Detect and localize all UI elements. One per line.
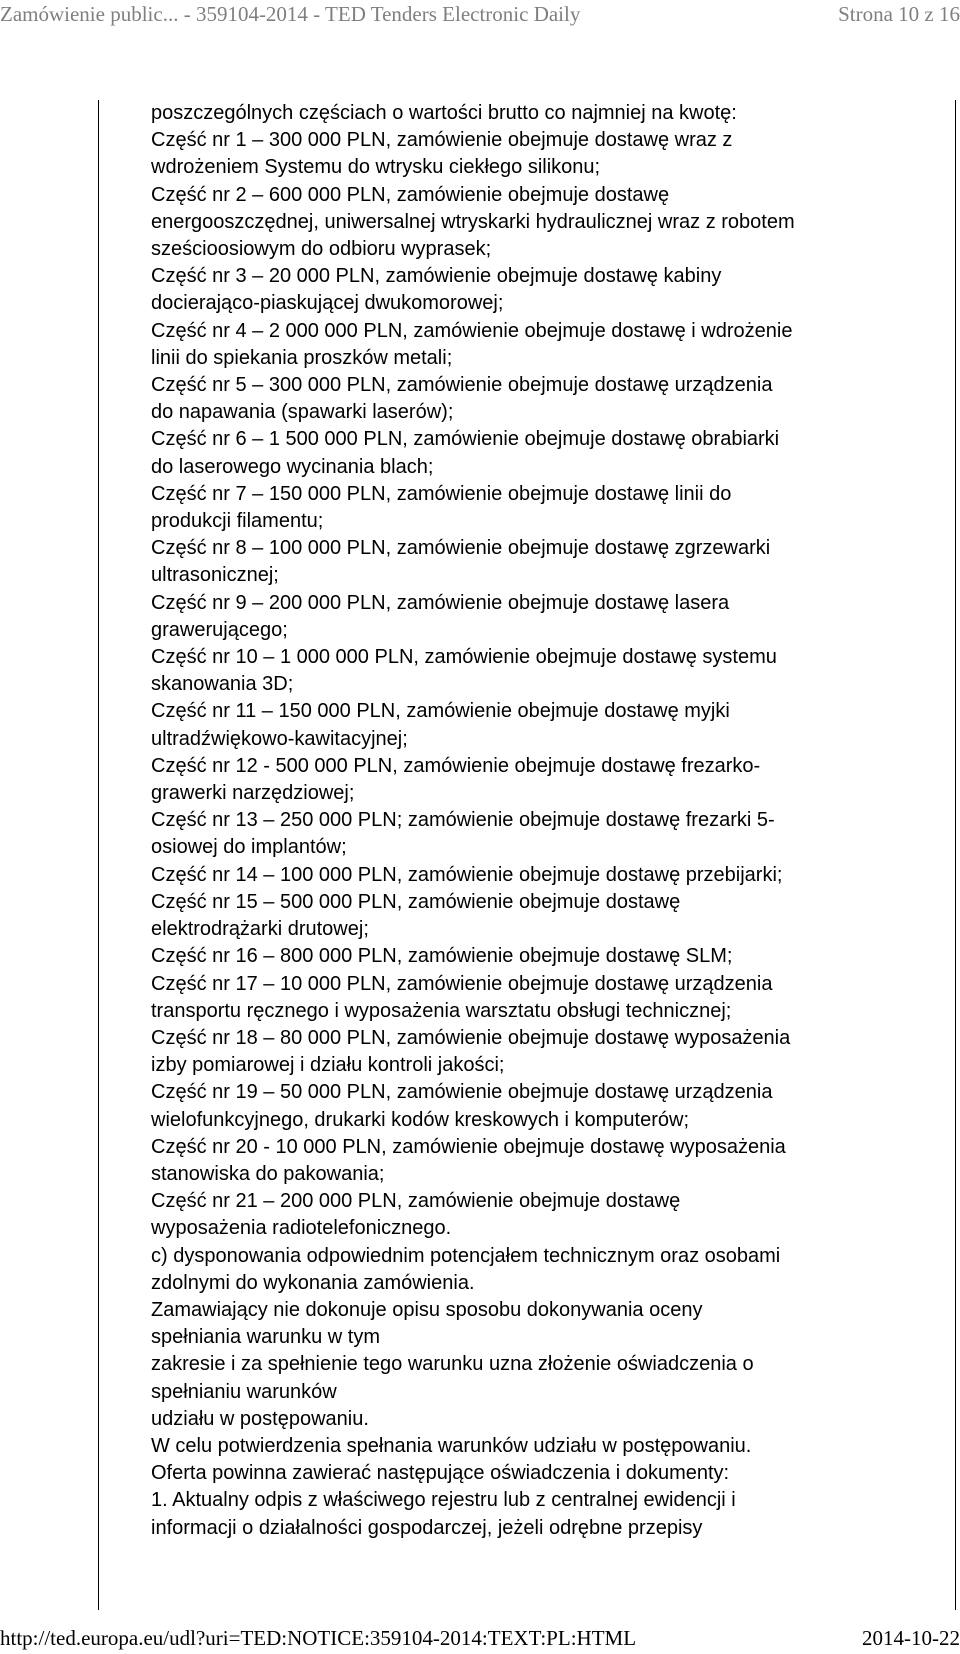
- print-date: 2014-10-22: [862, 1626, 960, 1650]
- body-line: transportu ręcznego i wyposażenia warsztatu obsługi technicznej;: [151, 999, 732, 1022]
- body-line: izby pomiarowej i działu kontroli jakości;: [151, 1054, 505, 1077]
- body-line: W celu potwierdzenia spełnania warunków udziału w postępowaniu.: [151, 1434, 752, 1457]
- body-line: Część nr 14 – 100 000 PLN, zamówienie obejmuje dostawę przebijarki;: [151, 863, 783, 886]
- body-line: energooszczędnej, uniwersalnej wtryskarki hydraulicznej wraz z robotem: [151, 210, 795, 233]
- body-line: spełniania warunku w tym: [151, 1326, 380, 1349]
- body-line: linii do spiekania proszków metali;: [151, 346, 453, 369]
- body-line: poszczególnych częściach o wartości brutto co najmniej na kwotę:: [151, 102, 737, 124]
- body-line: informacji o działalności gospodarczej, jeżeli odrębne przepisy: [151, 1516, 703, 1539]
- body-line: Część nr 20 - 10 000 PLN, zamówienie obejmuje dostawę wyposażenia: [151, 1135, 786, 1158]
- body-line: Część nr 18 – 80 000 PLN, zamówienie obejmuje dostawę wyposażenia: [151, 1026, 791, 1049]
- body-line: grawerki narzędziowej;: [151, 782, 355, 805]
- body-line: Część nr 15 – 500 000 PLN, zamówienie obejmuje dostawę: [151, 890, 681, 913]
- body-line: Część nr 10 – 1 000 000 PLN, zamówienie obejmuje dostawę systemu: [151, 646, 777, 669]
- body-line: spełnianiu warunków: [151, 1380, 337, 1403]
- body-line: Część nr 8 – 100 000 PLN, zamówienie obejmuje dostawę zgrzewarki: [151, 537, 771, 560]
- page-header: [0, 0, 960, 44]
- body-line: grawerującego;: [151, 618, 288, 641]
- body-line: Część nr 3 – 20 000 PLN, zamówienie obejmuje dostawę kabiny: [151, 265, 722, 288]
- page-footer: [0, 1626, 960, 1654]
- body-line: Część nr 4 – 2 000 000 PLN, zamówienie obejmuje dostawę i wdrożenie: [151, 319, 793, 342]
- body-line: Część nr 12 - 500 000 PLN, zamówienie obejmuje dostawę frezarko-: [151, 754, 761, 777]
- body-line: Część nr 16 – 800 000 PLN, zamówienie obejmuje dostawę SLM;: [151, 945, 733, 968]
- body-line: Część nr 9 – 200 000 PLN, zamówienie obejmuje dostawę lasera: [151, 591, 730, 614]
- notice-body: [151, 100, 941, 1542]
- body-line: docierająco-piaskującej dwukomorowej;: [151, 292, 504, 315]
- body-line: produkcji filamentu;: [151, 510, 324, 533]
- body-line: Część nr 19 – 50 000 PLN, zamówienie obejmuje dostawę urządzenia: [151, 1081, 773, 1104]
- body-line: stanowiska do pakowania;: [151, 1162, 385, 1185]
- body-line: Część nr 11 – 150 000 PLN, zamówienie obejmuje dostawę myjki: [151, 700, 730, 723]
- body-line: Część nr 1 – 300 000 PLN, zamówienie obejmuje dostawę wraz z: [151, 129, 733, 152]
- body-line: Część nr 7 – 150 000 PLN, zamówienie obejmuje dostawę linii do: [151, 482, 732, 505]
- body-line: Oferta powinna zawierać następujące oświadczenia i dokumenty:: [151, 1462, 730, 1485]
- body-line: udziału w postępowaniu.: [151, 1407, 369, 1430]
- body-line: Część nr 17 – 10 000 PLN, zamówienie obejmuje dostawę urządzenia: [151, 972, 773, 995]
- body-line: do laserowego wycinania blach;: [151, 455, 434, 478]
- body-line: Część nr 5 – 300 000 PLN, zamówienie obejmuje dostawę urządzenia: [151, 374, 773, 397]
- body-line: zdolnymi do wykonania zamówienia.: [151, 1271, 475, 1294]
- body-line: elektrodrążarki drutowej;: [151, 918, 369, 941]
- body-line: c) dysponowania odpowiednim potencjałem technicznym oraz osobami: [151, 1244, 781, 1267]
- body-line: wdrożeniem Systemu do wtrysku ciekłego silikonu;: [151, 156, 601, 179]
- body-line: Zamawiający nie dokonuje opisu sposobu dokonywania oceny: [151, 1298, 703, 1321]
- body-line: ultrasonicznej;: [151, 564, 279, 587]
- body-line: osiowej do implantów;: [151, 836, 347, 859]
- body-line: Część nr 13 – 250 000 PLN; zamówienie obejmuje dostawę frezarki 5-: [151, 809, 775, 832]
- body-line: ultradźwiękowo-kawitacyjnej;: [151, 727, 408, 750]
- body-line: Część nr 21 – 200 000 PLN, zamówienie obejmuje dostawę: [151, 1190, 681, 1213]
- body-line: do napawania (spawarki laserów);: [151, 401, 454, 424]
- body-line: wyposażenia radiotelefonicznego.: [151, 1217, 452, 1240]
- body-line: skanowania 3D;: [151, 673, 294, 696]
- document-title: Zamówienie public... - 359104-2014 - TED Tenders Electronic Daily: [0, 2, 581, 26]
- body-line: 1. Aktualny odpis z właściwego rejestru lub z centralnej ewidencji i: [151, 1489, 736, 1512]
- body-line: Część nr 2 – 600 000 PLN, zamówienie obejmuje dostawę: [151, 183, 670, 206]
- body-line: Część nr 6 – 1 500 000 PLN, zamówienie obejmuje dostawę obrabiarki: [151, 428, 780, 451]
- body-line: zakresie i za spełnienie tego warunku uzna złożenie oświadczenia o: [151, 1353, 754, 1376]
- source-url[interactable]: http://ted.europa.eu/udl?uri=TED:NOTICE:359104-2014:TEXT:PL:HTML: [0, 1626, 637, 1650]
- body-line: sześcioosiowym do odbioru wyprasek;: [151, 238, 492, 261]
- body-line: wielofunkcyjnego, drukarki kodów kreskowych i komputerów;: [151, 1108, 690, 1131]
- page-number: Strona 10 z 16: [838, 2, 960, 26]
